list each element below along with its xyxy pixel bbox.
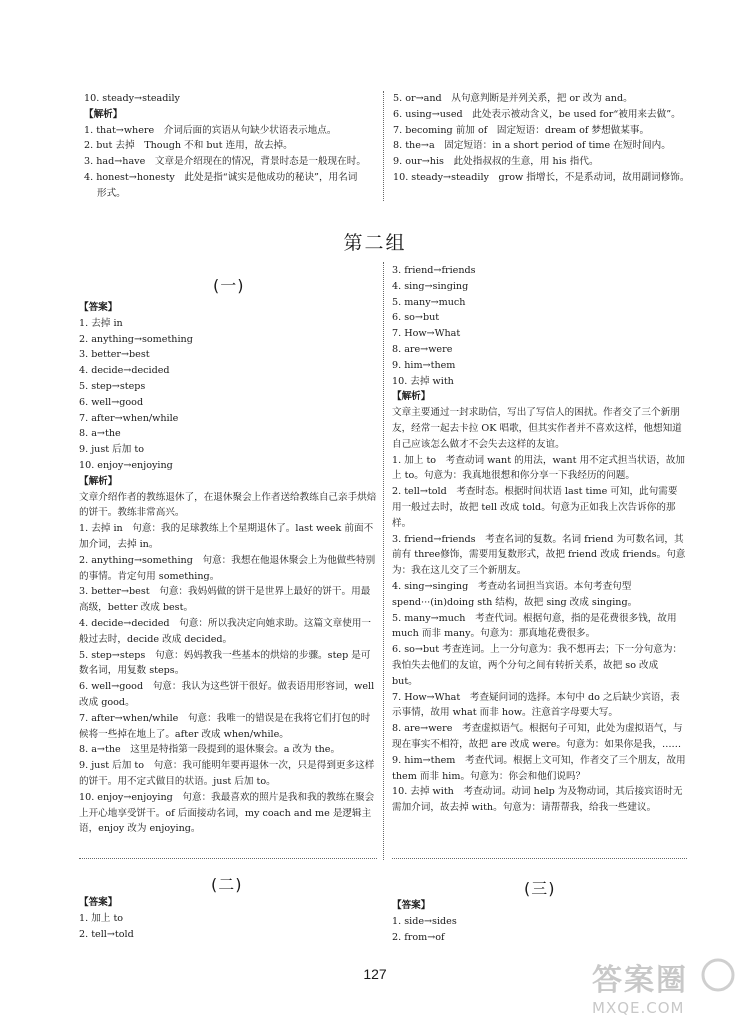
watermark-url: MXQE.COM xyxy=(592,999,685,1017)
text-line: 2. but 去掉 Though 不和 but 连用，故去掉。 xyxy=(84,140,293,152)
section-heading-three: (三) xyxy=(524,879,556,898)
bottom-left-column xyxy=(79,895,369,942)
explanation-paragraph: 文章介绍作者的教练退休了，在退休聚会上作者送给教练自己亲手烘焙的饼干。教练非常高兴。 xyxy=(79,491,377,519)
watermark-circle-icon xyxy=(700,957,736,993)
answer-item: 7. How→What xyxy=(392,328,461,340)
explanation-item: 7. How→What 考查疑问词的选择。本句中 do 之后缺少宾语，表示事情，故用 what 而非 how。注意首字母要大写。 xyxy=(392,691,680,719)
text-line: 9. our→his 此处指叔叔的生意，用 his 指代。 xyxy=(393,156,599,168)
section-label: 【解析】 xyxy=(84,108,123,120)
explanation-item: 9. him→them 考查代词。根据上文可知，作者交了三个朋友，故用 them 而非 him。句意为：你会和他们说吗？ xyxy=(392,754,686,782)
top-left-column xyxy=(84,91,379,202)
answer-item: 4. decide→decided xyxy=(79,365,170,377)
right-main-column xyxy=(392,263,687,816)
bottom-right-column xyxy=(392,898,682,945)
explanation-item: 6. so→but 考查连词。上一分句意为：我不想再去；下一分句意为：我怕失去他们的友谊，两个分句之间有转折关系，故把 so 改成 but。 xyxy=(392,644,683,687)
top-right-column xyxy=(393,91,690,186)
section-label: 【解析】 xyxy=(79,475,118,487)
section-label: 【答案】 xyxy=(79,302,118,313)
answer-item: 2. from→of xyxy=(392,931,445,943)
page-number: 127 xyxy=(363,966,387,982)
answer-item: 6. so→but xyxy=(392,312,440,324)
explanation-paragraph: 文章主要通过一封求助信，写出了写信人的困扰。作者交了三个新朋友，经常一起去卡拉 OK 唱歌，但其实作者并不喜欢这样，他想知道自己应该怎么做才不会失去这样的友谊。 xyxy=(392,407,682,450)
answer-item: 4. sing→singing xyxy=(392,280,469,292)
section-label: 【答案】 xyxy=(392,900,431,911)
answer-item: 9. him→them xyxy=(392,359,456,371)
text-line: 6. using→used 此处表示被动含义，be used for“被用来去做”。 xyxy=(393,108,681,120)
section-heading-one: (一) xyxy=(213,276,245,295)
answer-item: 2. anything→something xyxy=(79,333,193,345)
section-label: 【答案】 xyxy=(79,897,118,908)
explanation-item: 7. after→when/while 句意：我唯一的错误是在我将它们打包的时候将一些掉在地上了。after 改成 when/while。 xyxy=(79,712,371,740)
answer-item: 5. many→much xyxy=(392,296,466,308)
explanation-item: 5. many→much 考查代词。根据句意，指的是花费很多钱，故用 much 而非 many。句意为：那真地花费很多。 xyxy=(392,612,677,640)
answer-item: 1. side→sides xyxy=(392,915,457,927)
answer-item: 3. friend→friends xyxy=(392,265,476,276)
explanation-item: 8. a→the 这里是特指第一段提到的退休聚会。a 改为 the。 xyxy=(79,744,341,756)
watermark-logo xyxy=(592,955,742,1017)
explanation-item: 6. well→good 句意：我认为这些饼干很好。做表语用形容词，well 改成 good。 xyxy=(79,681,375,708)
explanation-item: 2. anything→something 句意：我想在他退休聚会上为他做些特别的事情。肯定句用 something。 xyxy=(79,554,376,582)
answer-item: 1. 去掉 in xyxy=(79,317,123,329)
answer-item: 10. enjoy→enjoying xyxy=(79,459,173,471)
text-line: 10. steady→steadily grow 指增长，不是系动词，故用副词修饰。 xyxy=(393,171,690,183)
answer-item: 1. 加上 to xyxy=(79,912,124,924)
section-label: 【解析】 xyxy=(392,391,431,403)
answer-item: 3. better→best xyxy=(79,349,150,361)
separator-line xyxy=(79,858,377,859)
explanation-item: 9. just 后加 to 句意：我可能明年要再退休一次，只是得到更多这样的饼干。用不定式做目的状语。just 后加 to。 xyxy=(79,760,375,787)
group-title: 第二组 xyxy=(343,232,407,254)
text-line: 3. had→have 文章是介绍现在的情况，背景时态是一般现在时。 xyxy=(84,156,366,168)
answer-item: 10. 去掉 with xyxy=(392,375,454,387)
text-line: 7. becoming 前加 of 固定短语：dream of 梦想做某事。 xyxy=(393,124,650,136)
text-line: 5. or→and 从句意判断是并列关系，把 or 改为 and。 xyxy=(393,93,633,104)
answer-item: 7. after→when/while xyxy=(79,412,179,424)
answer-item: 6. well→good xyxy=(79,396,144,408)
explanation-item: 3. friend→friends 考查名词的复数。名词 friend 为可数名词，其前有 three修饰，需要用复数形式，故把 friend 改成 friends。句意为：我在这儿交了三个新朋友。 xyxy=(392,533,686,577)
explanation-item: 1. 加上 to 考查动词 want 的用法，want 用不定式担当状语，故加上 to。句意为：我真地很想和你分享一下我经历的问题。 xyxy=(392,454,686,482)
text-line: 形式。 xyxy=(97,187,126,199)
answer-item: 8. a→the xyxy=(79,428,121,440)
explanation-item: 8. are→were 考查虚拟语气。根据句子可知，此处为虚拟语气，与现在事实不相符，故把 are 改成 were。句意为：如果你是我，…… xyxy=(392,723,683,750)
explanation-item: 3. better→best 句意：我妈妈做的饼干是世界上最好的饼干。用最高级，better 改成 best。 xyxy=(79,586,371,614)
explanation-item: 10. enjoy→enjoying 句意：我最喜欢的照片是我和我的教练在聚会上开心地享受饼干。of 后面接动名词，my coach and me 是逻辑主语，enjoy 改为 enjoying。 xyxy=(79,791,375,835)
explanation-item: 4. sing→singing 考查动名词担当宾语。本句考查句型 spend···(in)doing sth 结构，故把 sing 改成 singing。 xyxy=(392,580,638,608)
explanation-item: 5. step→steps 句意：妈妈教我一些基本的烘焙的步骤。step 是可数名词，用复数 steps。 xyxy=(79,649,371,677)
answer-item: 5. step→steps xyxy=(79,380,146,392)
separator-line xyxy=(392,858,687,859)
watermark-text: 答案圈 xyxy=(592,963,688,998)
text-line: 8. the→a 固定短语：in a short period of time 在短时间内。 xyxy=(393,140,671,152)
left-main-column xyxy=(79,300,377,837)
explanation-item: 2. tell→told 考查时态。根据时间状语 last time 可知，此句需要用一般过去时，故把 tell 改成 told。句意为正如我上次告诉你的那样。 xyxy=(392,486,678,529)
answer-item: 2. tell→told xyxy=(79,928,134,940)
text-line: 10. steady→steadily xyxy=(84,93,180,104)
text-line: 1. that→where 介词后面的宾语从句缺少状语表示地点。 xyxy=(84,124,337,136)
text-line: 4. honest→honesty 此处是指“诚实是他成功的秘诀”，用名词 xyxy=(84,171,358,183)
explanation-item: 10. 去掉 with 考查动词。动词 help 为及物动词，其后接宾语时无需加介词，故去掉 with。句意为：请帮帮我，给我一些建议。 xyxy=(392,786,683,814)
answer-item: 9. just 后加 to xyxy=(79,444,145,456)
column-divider xyxy=(383,262,384,860)
column-divider xyxy=(383,91,384,201)
explanation-item: 1. 去掉 in 句意：我的足球教练上个星期退休了。last week 前面不加介词，去掉 in。 xyxy=(79,523,374,550)
answer-item: 8. are→were xyxy=(392,343,453,355)
explanation-item: 4. decide→decided 句意：所以我决定向她求助。这篇文章使用一般过去时，decide 改成 decided。 xyxy=(79,617,372,645)
section-heading-two: (二) xyxy=(211,875,243,894)
